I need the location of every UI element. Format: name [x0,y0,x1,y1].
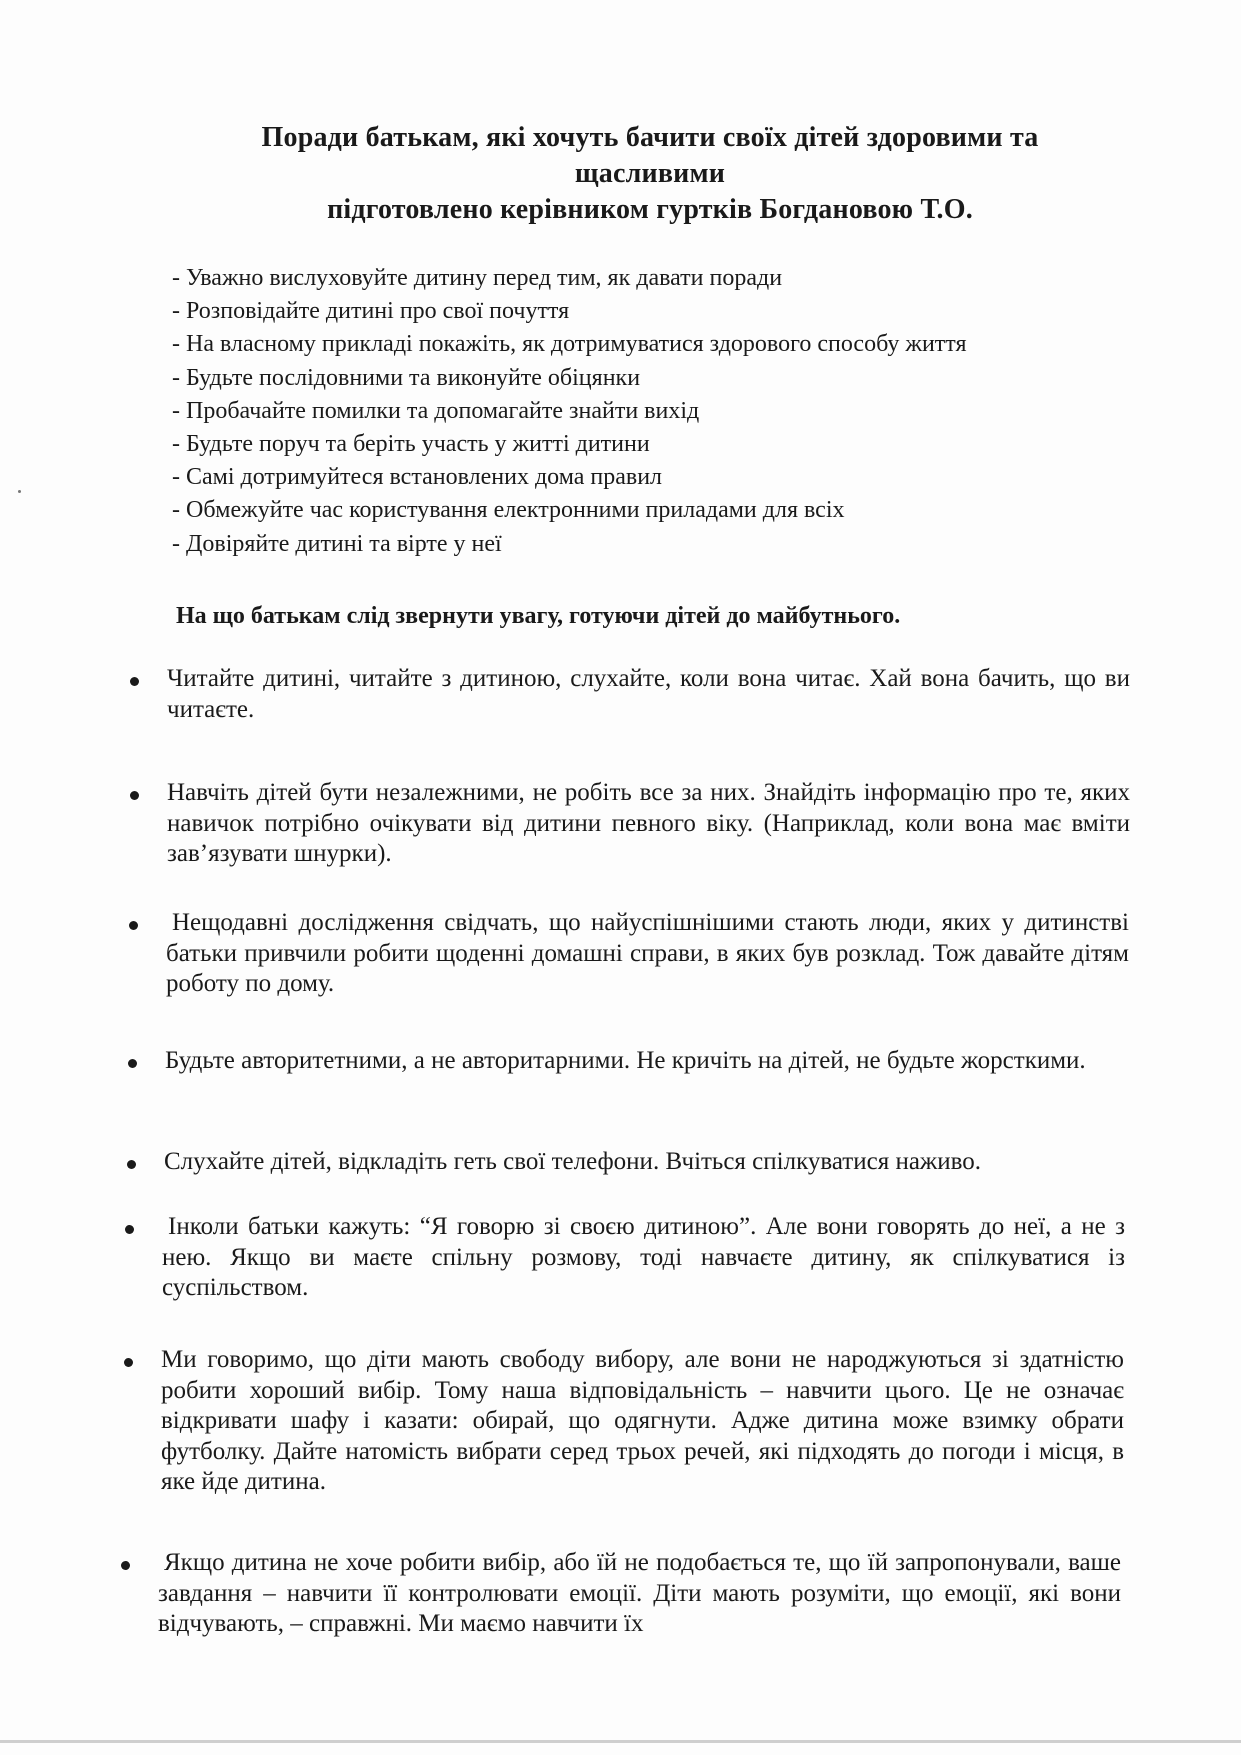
bullet-text: Нещодавні дослідження свідчать, що найуспішнішими стають люди, яких у дитинстві батьки привчили робити щоденні домашні справи, в яких був розклад. Тож давайте дітям роботу по дому. [166,909,1129,997]
tip-item: - На власному прикладі покажіть, як дотримуватися здорового способу життя [172,331,967,358]
bullet-dot-icon [130,791,139,800]
bullet-text: Ми говоримо, що діти мають свободу вибору, але вони не народжуються зі здатністю робити хороший вибір. Тому наша відповідальність – навчити цього. Це не означає відкривати шафу і казати: обирай, що одягнути. Адже дитина може взимку обрати футболку. Дайте натомість вибрати серед трьох речей, які підходять до погоди і місця, в яке йде дитина. [161,1346,1124,1495]
document-author-line: підготовлено керівником гуртків Богдановою Т.О. [327,194,973,225]
document-title-continuation: щасливими [574,158,726,189]
document-title: Поради батькам, які хочуть бачити своїх дітей здоровими та [261,122,1039,153]
bullet-dot-icon [124,1358,133,1367]
bullet-dot-icon [128,1059,137,1068]
scan-speck [18,490,21,493]
bullet-text: Слухайте дітей, відкладіть геть свої телефони. Вчіться спілкуватися наживо. [164,1148,981,1175]
tip-item: - Будьте послідовними та виконуйте обіцянки [172,364,641,391]
tip-item: - Будьте поруч та беріть участь у житті дитини [172,431,650,458]
bullet-dot-icon [127,1160,136,1169]
bullet-text: Навчіть дітей бути незалежними, не робіть все за них. Знайдіть інформацію про те, яких навичок потрібно очікувати від дитини певного віку. (Наприклад, коли вона має вміти зав’язувати шнурки). [167,779,1130,867]
tip-item: - Обмежуйте час користування електронними приладами для всіх [172,497,845,524]
bullet-text: Інколи батьки кажуть: “Я говорю зі своєю дитиною”. Але вони говорять до неї, а не з нею. Якщо ви маєте спільну розмову, тоді навчаєте дитину, як спілкуватися із суспільством. [162,1213,1125,1301]
bullet-dot-icon [121,1561,130,1570]
document-header [150,120,1150,228]
bullet-dot-icon [130,677,139,686]
bullet-text: Читайте дитині, читайте з дитиною, слухайте, коли вона читає. Хай вона бачить, що ви читаєте. [167,665,1130,723]
bullet-text: Якщо дитина не хоче робити вибір, або їй не подобається те, що їй запропонували, ваше завдання – навчити її контролювати емоції. Діти мають розуміти, що емоції, які вони відчувають, – справжні. Ми маємо навчити їх [158,1549,1121,1637]
tips-list [172,262,1172,561]
scan-bottom-edge [0,1740,1241,1743]
tip-item: - Пробачайте помилки та допомагайте знайти вихід [172,397,700,424]
section-heading: На що батькам слід звернути увагу, готуючи дітей до майбутнього. [176,603,901,629]
tip-item: - Довіряйте дитині та вірте у неї [172,530,502,557]
tip-item: - Самі дотримуйтеся встановлених дома правил [172,464,663,491]
tip-item: - Уважно вислуховуйте дитину перед тим, як давати поради [172,265,783,291]
bullet-text: Будьте авторитетними, а не авторитарними. Не кричіть на дітей, не будьте жорсткими. [165,1047,1086,1074]
tip-item: - Розповідайте дитині про свої почуття [172,298,570,325]
bullet-dot-icon [129,921,138,930]
bullet-dot-icon [125,1225,134,1234]
